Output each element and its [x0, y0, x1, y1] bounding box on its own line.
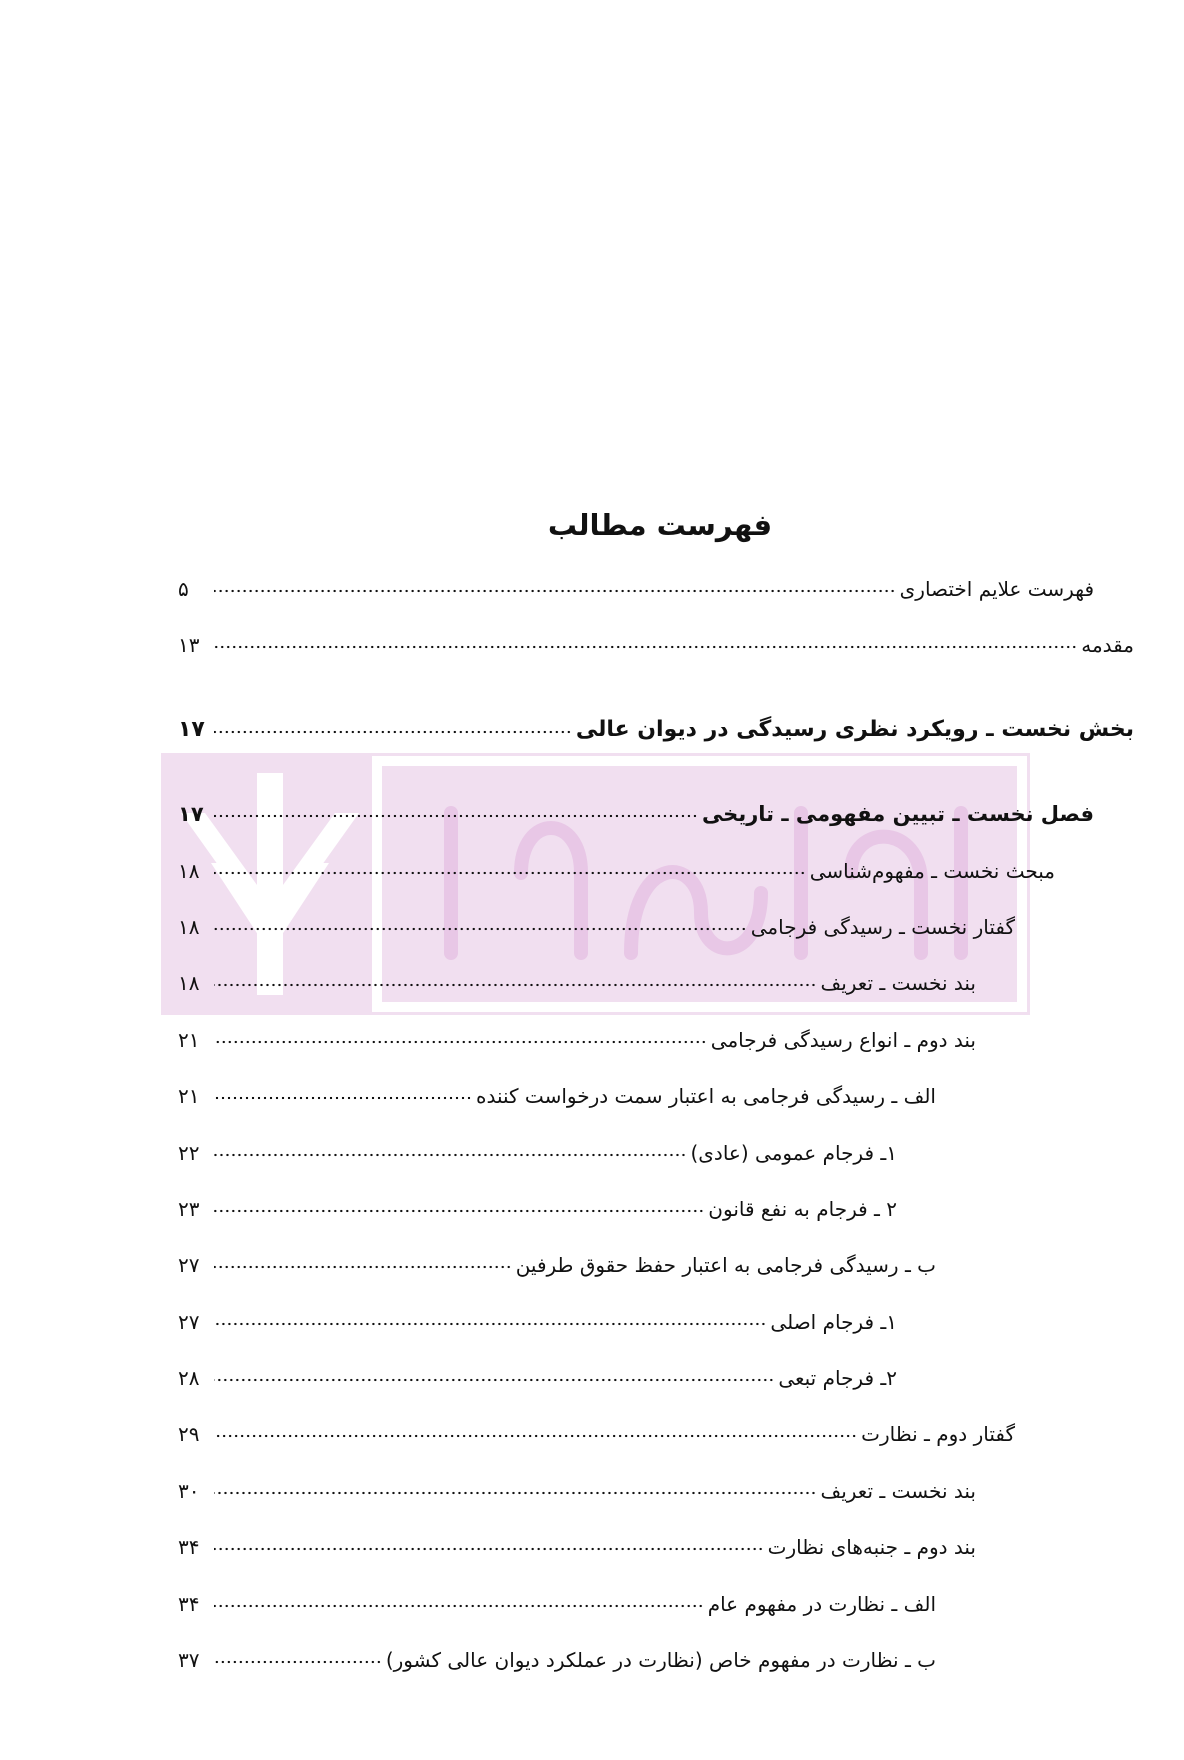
toc-entry-title: بخش نخست ـ رویکرد نظری رسیدگی در دیوان عالی — [575, 717, 1134, 742]
toc-entry-title: ۲ـ فرجام تبعی — [778, 1366, 897, 1390]
dot-leader — [214, 1659, 382, 1665]
toc-entry — [178, 792, 1094, 826]
toc-entry-page-number: ۱۸ — [178, 859, 200, 883]
toc-entry-page-number: ۱۳ — [178, 633, 200, 657]
toc-entry-page-number: ۳۴ — [178, 1592, 200, 1616]
dot-leader — [214, 644, 1077, 650]
toc-entry — [178, 849, 1055, 883]
dot-leader — [214, 1039, 707, 1045]
toc-entry-title: بند دوم ـ انواع رسیدگی فرجامی — [710, 1028, 976, 1052]
toc-entry — [178, 1018, 976, 1052]
toc-entry-title: ب ـ رسیدگی فرجامی به اعتبار حفظ حقوق طرفین — [515, 1253, 936, 1277]
toc-entry — [178, 1469, 976, 1503]
toc-entry — [178, 708, 1134, 742]
dot-leader — [214, 1603, 704, 1609]
toc-entry-title: فهرست علایم اختصاری — [899, 577, 1094, 601]
dot-leader — [214, 982, 816, 988]
toc-entry-title: ۲ ـ فرجام به نفع قانون — [708, 1197, 897, 1221]
toc-entry-page-number: ۲۸ — [178, 1366, 200, 1390]
toc-entry — [178, 1582, 936, 1616]
dot-leader — [214, 1377, 774, 1383]
toc-entry — [178, 567, 1094, 601]
toc-entry — [178, 961, 976, 995]
toc-entry-title: الف ـ رسیدگی فرجامی به اعتبار سمت درخواست کننده — [476, 1084, 936, 1108]
toc-entry — [178, 1187, 897, 1221]
toc-entry-title: بند دوم ـ جنبه‌های نظارت — [767, 1535, 976, 1559]
dot-leader — [214, 1433, 857, 1439]
toc-entry-title: گفتار دوم ـ نظارت — [861, 1422, 1015, 1446]
toc-entry-page-number: ۲۷ — [178, 1310, 200, 1334]
toc-entry-page-number: ۱۷ — [178, 802, 204, 826]
toc-entry — [178, 1300, 897, 1334]
toc-entry-title: ۱ـ فرجام عمومی (عادی) — [690, 1141, 897, 1165]
toc-entry-title: ۱ـ فرجام اصلی — [770, 1310, 897, 1334]
toc-entry-title: بند نخست ـ تعریف — [820, 971, 976, 995]
toc-entry-page-number: ۲۱ — [178, 1084, 200, 1108]
toc-entry-title: فصل نخست ـ تبیین مفهومی ـ تاریخی — [701, 802, 1094, 826]
toc-entry — [178, 1638, 936, 1672]
toc-entry — [178, 1131, 897, 1165]
toc-entry-title: بند نخست ـ تعریف — [820, 1479, 976, 1503]
toc-entry — [178, 905, 1015, 939]
toc-entry-page-number: ۲۲ — [178, 1141, 200, 1165]
page-title: فهرست مطالب — [547, 508, 773, 542]
toc-entry-page-number: ۳۰ — [178, 1479, 200, 1503]
toc-entry-title: مقدمه — [1081, 633, 1134, 657]
toc-entry-page-number: ۲۳ — [178, 1197, 200, 1221]
toc-entry-page-number: ۲۱ — [178, 1028, 200, 1052]
toc-entry — [178, 1243, 936, 1277]
dot-leader — [214, 1546, 764, 1552]
dot-leader — [214, 1264, 512, 1270]
toc-entry-page-number: ۲۷ — [178, 1253, 200, 1277]
toc-entry — [178, 1412, 1015, 1446]
toc-entry-page-number: ۵ — [178, 577, 189, 601]
toc-entry-page-number: ۲۹ — [178, 1422, 200, 1446]
toc-entry-title: ب ـ نظارت در مفهوم خاص (نظارت در عملکرد دیوان عالی کشور) — [385, 1648, 936, 1672]
dot-leader — [214, 870, 806, 876]
toc-entry-page-number: ۱۷ — [178, 717, 205, 742]
dot-leader — [214, 1208, 704, 1214]
toc-entry-title: الف ـ نظارت در مفهوم عام — [707, 1592, 936, 1616]
toc-entry — [178, 1074, 936, 1108]
dot-leader — [214, 1490, 816, 1496]
dot-leader — [214, 729, 572, 735]
toc-entry-title: مبحث نخست ـ مفهوم‌شناسی — [809, 859, 1055, 883]
toc-entry-page-number: ۱۸ — [178, 971, 200, 995]
dot-leader — [214, 926, 747, 932]
toc-entry — [178, 1356, 897, 1390]
toc-entry-title: گفتار نخست ـ رسیدگی فرجامی — [750, 915, 1015, 939]
dot-leader — [214, 588, 896, 594]
toc-entry — [178, 623, 1134, 657]
dot-leader — [214, 1095, 472, 1101]
toc-entry-page-number: ۳۷ — [178, 1648, 200, 1672]
toc-entry-page-number: ۱۸ — [178, 915, 200, 939]
toc-entry-page-number: ۳۴ — [178, 1535, 200, 1559]
toc-entry — [178, 1525, 976, 1559]
dot-leader — [214, 1321, 766, 1327]
dot-leader — [214, 813, 698, 819]
dot-leader — [214, 1152, 686, 1158]
